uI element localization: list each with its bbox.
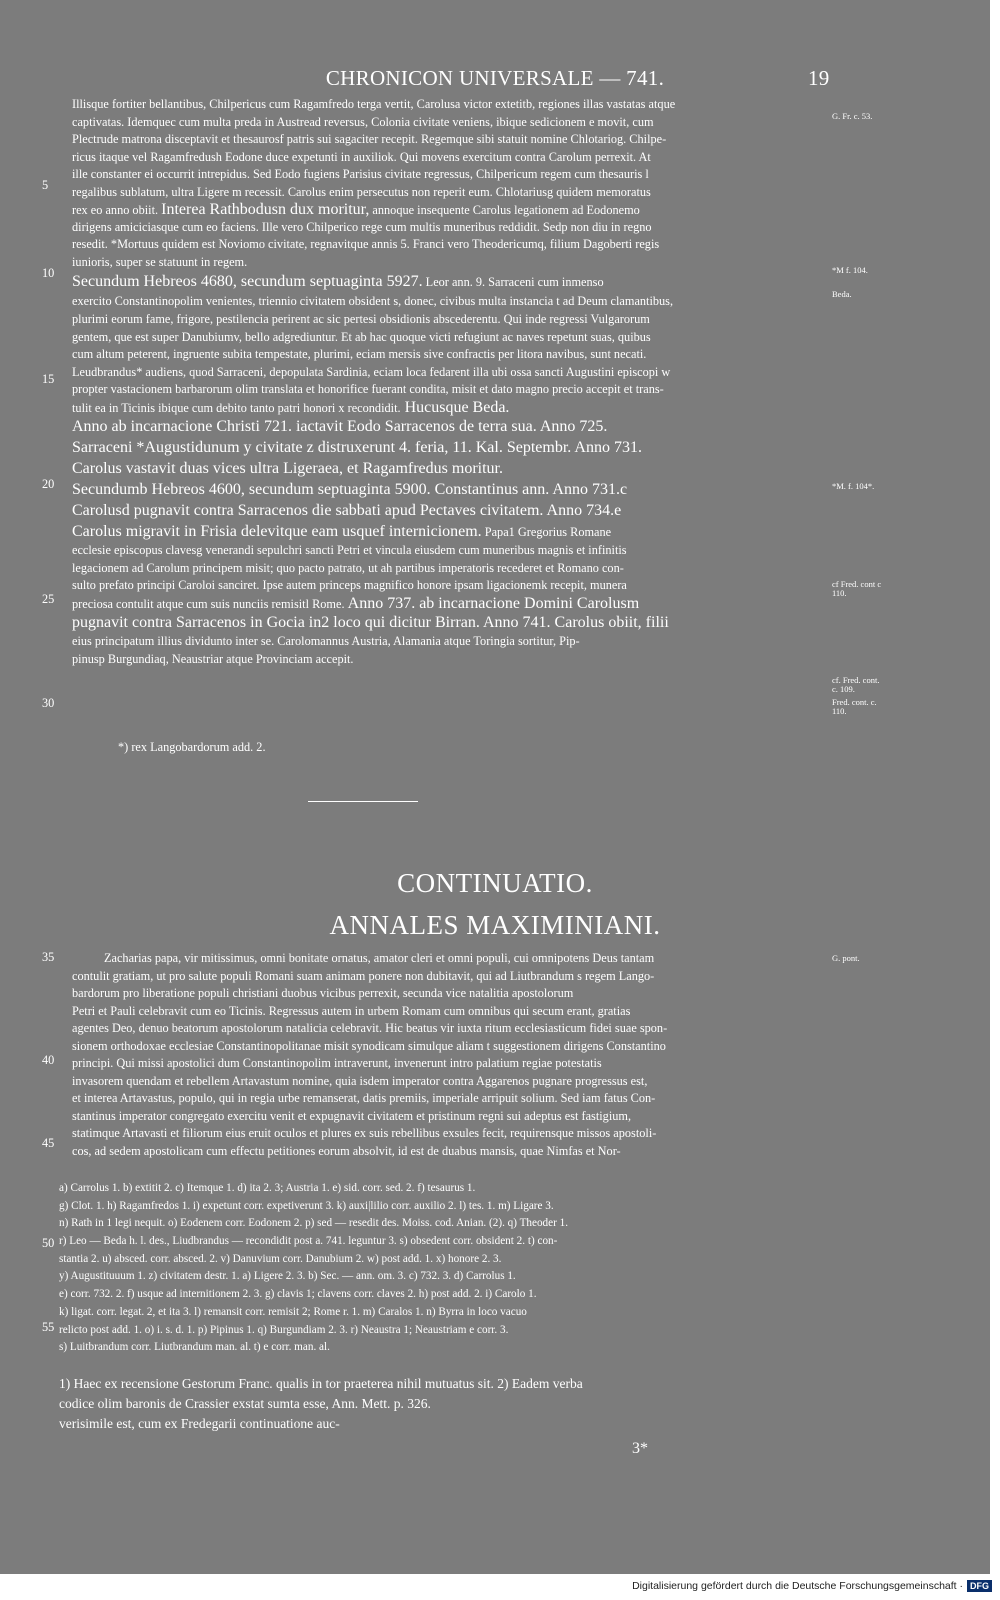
added-note: *) rex Langobardorum add. 2. (118, 740, 266, 754)
apparatus-line: y) Augustituuum 1. z) civitatem destr. 1. a) Ligere 2. 3. b) Sec. — ann. om. 3. c) 732. 3. d) Carrolus 1. (59, 1270, 516, 1283)
text-line: Carolusd pugnavit contra Sarracenos die sabbati apud Pectaves civitatem. Anno 734.e (72, 502, 622, 520)
text-segment: Papa1 Gregorius Romane (481, 525, 612, 540)
page-number: 19 (808, 66, 830, 90)
apparatus-line: a) Carrolus 1. b) extitit 2. c) Itemque 1. d) ita 2. 3; Austria 1. e) sid. corr. sed. 2. f) tesaurus 1. (59, 1182, 476, 1194)
text-line: Sarraceni *Augustidunum y civitate z distruxerunt 4. feria, 11. Kal. Septembr. Anno 731. (72, 439, 642, 457)
annales-title: ANNALES MAXIMINIANI. (329, 910, 661, 940)
footnotes (59, 1374, 829, 1434)
apparatus-line: relicto post add. 1. o) i. s. d. 1. p) Pipinus 1. q) Burgundiam 2. 3. r) Neaustra 1; Neaustriam e corr. 3. (59, 1323, 509, 1336)
text-line: legacionem ad Carolum principem misit; quo pacto patrato, ut ah partibus imperatoris recederet et Romano con- (72, 560, 624, 575)
text-segment: rex eo anno obiit. (72, 203, 159, 218)
text-segment: preciosa contulit atque cum suis nunciis remisitl Rome. (72, 596, 345, 611)
line-number: 5 (42, 178, 49, 192)
line-number: 35 (42, 950, 55, 964)
signature-mark: 3* (632, 1440, 648, 1457)
footnote-line: codice olim baronis de Crassier exstat sumta esse, Ann. Mett. p. 326. (59, 1396, 431, 1411)
text-line: cos, ad sedem apostolicam cum effectu petitiones eorum absolvit, id est de duabus mansis, quae Nimfas et Nor- (72, 1144, 621, 1159)
margin-note: cf Fred. cont c 110. (832, 579, 882, 598)
margin-note: cf. Fred. cont. c. 109. (832, 675, 880, 694)
text-line: Secundumb Hebreos 4600, secundum septuaginta 5900. Constantinus ann. Anno 731.c (72, 481, 628, 499)
apparatus-line: r) Leo — Beda h. l. des., Liudbrandus — recondidit post a. 741. leguntur 3. s) obsedent corr. obsident 2. t) con- (59, 1235, 558, 1248)
margin-note: G. Fr. c. 53. (832, 111, 873, 121)
text-line: statimque Artavasti et filiorum eius eruit oculos et plures ex suis rebellibus exsules fecit, requirensque missos apostoli- (72, 1126, 657, 1141)
text-line: ricus itaque vel Ragamfredush Eodone duce expetunti in auxiliok. Qui movens exercitum contra Carolum perrexit. At (72, 149, 651, 164)
apparatus-line: n) Rath in 1 legi nequit. o) Eodenem corr. Eodonem 2. p) sed — resedit des. Moiss. cod. Anian. (2). q) Theoder 1. (59, 1217, 569, 1230)
text-line: resedit. *Mortuus quidem est Noviomo civitate, regnavitque annis 5. Franci vero Theodericumq, filium Dagoberti regis (72, 237, 660, 252)
apparatus-line: e) corr. 732. 2. f) usque ad internitionem 2. 3. g) clavis 1; clavens corr. claves 2. h) post add. 2. i) Carolo 1. (59, 1288, 537, 1301)
apparatus-line: g) Clot. 1. h) Ragamfredos 1. i) expetunt corr. expetiverunt 3. k) auxi|lilio corr. auxilio 2. l) tes. 1. m) Ligare 3. (59, 1199, 554, 1212)
text-segment: Leor ann. 9. Sarraceni cum inmenso (422, 275, 604, 290)
text-line: exercito Constantinopolim venientes, triennio civitatem obsident s, donec, civibus multa instancia t ad Deum clamantibus, (72, 294, 674, 309)
text-line: Zacharias papa, vir mitissimus, omni bonitate ornatus, amator cleri et omni populi, cui omnipotens Deus tantam (104, 951, 655, 965)
text-line: dirigens amiciciasque cum eo faciens. Ille vero Chilperico rege cum multis muneribus reddidit. Sedp non diu in regno (72, 219, 652, 234)
margin-note: Beda. (832, 289, 852, 299)
text-segment: annoque insequente Carolus legationem ad Eodonemo (369, 203, 640, 218)
text-segment: Anno 737. ab incarnacione Domini Carolusm (344, 594, 640, 612)
text-line: Plectrude matrona disceptavit et thesaurosf patris sui sagaciter recepit. Regemque sibi statuit nomine Chlotariog. Chilpe- (72, 132, 667, 147)
text-line: agentes Deo, denuo beatorum apostolorum natalicia celebravit. Hic beatus vir iuxta ritum ecclesiasticum fidei suae spon- (72, 1021, 668, 1036)
text-line: captivatas. Idemquec cum multa preda in Austread reversus, Colonia civitate veniens, ibique sedicionem e movit, cum (72, 114, 654, 129)
text-line: ille constanter ei occurrit intrepidus. Sed Eodo fugiens Parisius civitate regressus, Chilpericum regem cum thesauris l (72, 167, 649, 182)
annales-text (72, 950, 824, 1161)
text-line: et interea Artavastus, populo, qui in regia urbe remanserat, datis premiis, imperiale arripuit solium. Sed iam fatus Con- (72, 1091, 656, 1106)
line-number: 40 (42, 1053, 55, 1067)
text-line: Carolus vastavit duas vices ultra Ligeraea, et Ragamfredus moritur. (72, 460, 503, 478)
dfg-logo: DFG (967, 1580, 992, 1592)
text-line: Petri et Pauli celebravit cum eo Ticinis. Regressus autem in urbem Romam cum omnibus qui secum erant, gratias (72, 1003, 631, 1018)
text-line: propter vastacionem barbarorum olim translata et honorifice fuerant condita, misit et dato magno precio accepit et trans- (72, 382, 664, 397)
text-line: pinusp Burgundiaq, Neaustriar atque Provinciam accepit. (72, 652, 354, 667)
text-line: pugnavit contra Sarracenos in Gocia in2 loco qui dicitur Birran. Anno 741. Carolus obiit, filii (72, 614, 669, 632)
year-heading: Secundum Hebreos 4680, secundum septuaginta 5927. (72, 273, 423, 291)
digitization-footer (632, 1580, 992, 1592)
rathbodus-heading: Interea Rathbodusn dux moritur, (161, 201, 370, 219)
text-segment: Carolus migravit in Frisia delevitque eam usquef internicionem. (72, 523, 482, 541)
line-number: 55 (42, 1320, 55, 1334)
line-number: 25 (42, 592, 55, 606)
text-line: principi. Qui missi apostolici dum Constantinopolim intraverunt, invenerunt intro palatium regiae potestatis (72, 1056, 602, 1071)
margin-note: *M. f. 104*. (832, 481, 875, 491)
text-line: sionem orthodoxae ecclesiae Constantinopolitanae misit synodicam simulque aliam t suggestionem dirigens Constantino (72, 1038, 666, 1053)
text-line: bardorum pro liberatione populi christiani duobus vicibus perrexit, secunda vice natalitia apostolorum (72, 986, 574, 1001)
text-segment: tulit ea in Ticinis ibique cum debito tanto patri honori x recondidit. (72, 400, 401, 415)
running-title: CHRONICON UNIVERSALE — 741. (325, 66, 665, 90)
continuatio-title: CONTINUATIO. (397, 868, 593, 898)
text-line (72, 595, 824, 613)
apparatus-line: s) Luitbrandum corr. Liutbrandum man. al. t) e corr. man. al. (59, 1341, 330, 1354)
margin-note: G. pont. (832, 953, 860, 963)
text-line: eius principatum illius dividunto inter se. Carolomannus Austria, Alamania atque Toringia sortitur, Pip- (72, 634, 580, 649)
apparatus-line: k) ligat. corr. legat. 2, et ita 3. l) remansit corr. remisit 2; Rome r. 1. m) Caralos 1. n) Byrra in loco vacuo (59, 1305, 527, 1318)
text-line: Anno ab incarnacione Christi 721. iactavit Eodo Sarracenos de terra sua. Anno 725. (72, 418, 608, 436)
section-divider (308, 801, 418, 802)
text-line: regalibus sublatum, ultra Ligere m recessit. Carolus enim persecutus non reperit eum. Chlotariusg quidem memoratus (72, 184, 651, 199)
text-line (72, 271, 824, 293)
text-line: cum altum peterent, ingruente subita tempestate, plurimi, eciam mersis sive confractis per litora navibus, sunt necati. (72, 347, 647, 362)
line-number: 50 (42, 1236, 55, 1250)
hucusque-beda: Hucusque Beda. (400, 398, 510, 416)
apparatus-line: stantia 2. u) absced. corr. absced. 2. v) Danuvium corr. Danubium 2. w) post add. 1. x) honore 2. 3. (59, 1252, 502, 1265)
footer-text: Digitalisierung gefördert durch die Deutsche Forschungsgemeinschaft · (632, 1580, 963, 1592)
margin-note: Fred. cont. c. 110. (832, 697, 877, 716)
margin-note: *M f. 104. (832, 265, 868, 275)
text-line: invasorem quendam et rebellem Artavastum nomine, quia isdem imperator contra Aggarenos pugnare progressus est, (72, 1073, 648, 1088)
text-line: gentem, que est super Danubiumv, bello adgrediuntur. Et ab hac quoque victi refugiunt ac naves repetunt suas, quibus (72, 329, 651, 344)
text-line: Illisque fortiter bellantibus, Chilpericus cum Ragamfredo terga vertit, Carolusa victor extetitb, regiones illas vastatas atque (72, 97, 676, 111)
footnote-line: verisimile est, cum ex Fredegarii continuatione auc- (59, 1416, 340, 1431)
footnote-line: 1) Haec ex recensione Gestorum Franc. qualis in tor praeterea nihil mutuatus sit. 2) Eadem verba (59, 1376, 583, 1391)
line-number: 10 (42, 266, 55, 280)
text-line (72, 399, 824, 417)
critical-apparatus (59, 1180, 829, 1357)
chronicle-text (72, 96, 824, 669)
text-line (72, 521, 824, 542)
text-line (72, 201, 824, 219)
text-line: stantinus imperator congregato exercitu venit et expugnavit civitatem et pristinum regni sui adeptus est fastigium, (72, 1108, 632, 1123)
line-number: 20 (42, 477, 55, 491)
line-number: 15 (42, 372, 55, 386)
text-line: ecclesie episcopus clavesg venerandi sepulchri sancti Petri et vincula eiusdem cum muneribus magnis et infinitis (72, 543, 627, 558)
line-number: 45 (42, 1136, 55, 1150)
text-line: iunioris, super se statuunt in regem. (72, 254, 248, 269)
text-line: Leudbrandus* audiens, quod Sarraceni, depopulata Sardinia, eciam loca fedarent illa ubi ossa sancti Augustini episcopi w (72, 364, 671, 379)
line-number: 30 (42, 696, 55, 710)
text-line: sulto prefato principi Caroloi sanciret. Ipse autem princeps magnifico honore ipsam ligacionemk recepit, munera (72, 578, 627, 593)
text-line: contulit gratiam, ut pro salute populi Romani suam animam ponere non dubitavit, qui ad Liutbrandum s regem Lango- (72, 968, 655, 983)
text-line: plurimi eorum fame, frigore, pestilencia perirent ac sic pertesi obsidionis abscederentu. Qui inde regressi Vulgarorum (72, 312, 650, 327)
